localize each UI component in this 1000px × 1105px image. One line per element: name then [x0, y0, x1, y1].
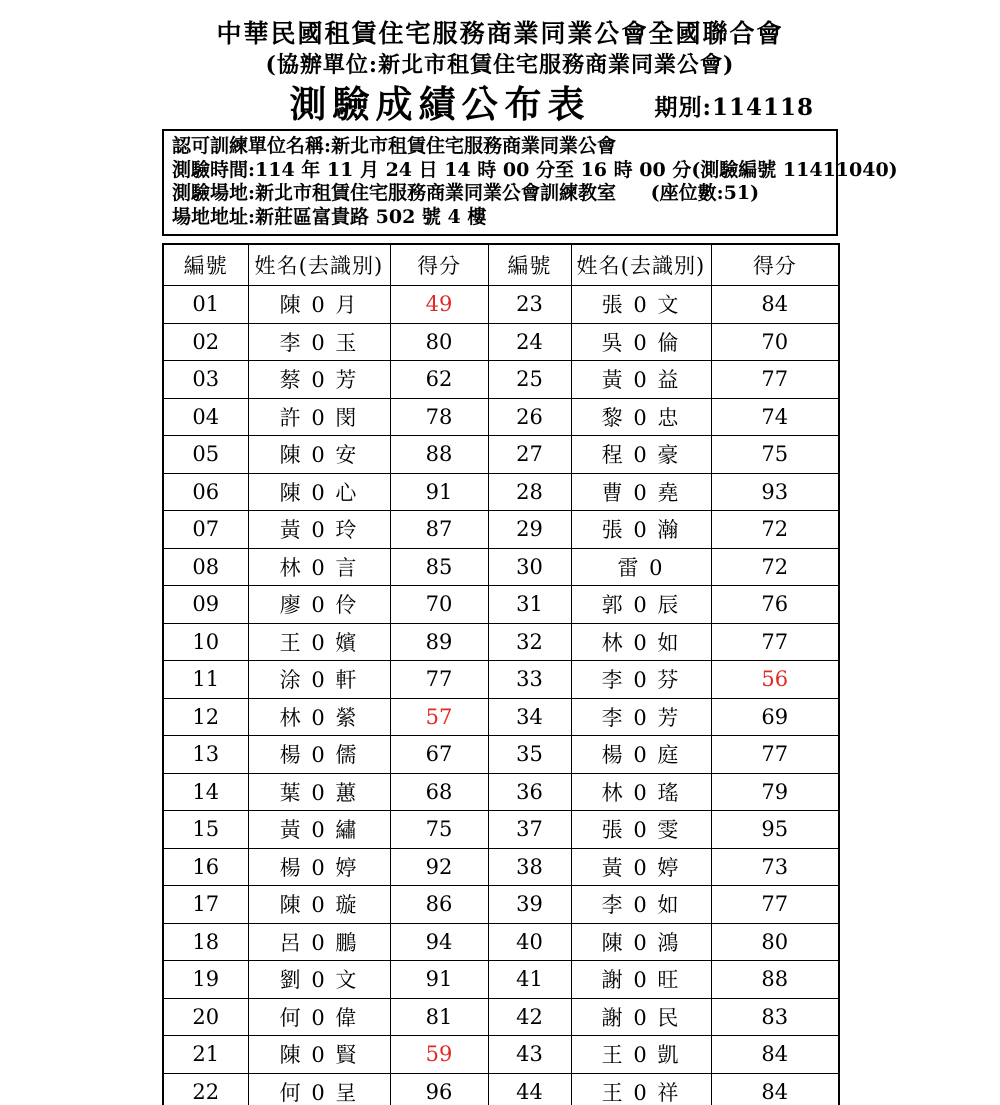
- candidate-score-cell: 77: [711, 361, 839, 399]
- candidate-name-cell: 謝 0 民: [571, 998, 711, 1036]
- candidate-name-cell: 黃 0 繡: [248, 811, 390, 849]
- table-row: [163, 961, 839, 999]
- table-row: [163, 661, 839, 699]
- candidate-name-cell: 張 0 文: [571, 286, 711, 324]
- candidate-number-cell: 29: [488, 511, 571, 549]
- column-header-score-right: 得分: [711, 244, 839, 286]
- table-row: [163, 586, 839, 624]
- candidate-name-cell: 王 0 凱: [571, 1036, 711, 1074]
- candidate-score-cell: 80: [390, 323, 488, 361]
- table-row: [163, 1036, 839, 1074]
- candidate-number-cell: 42: [488, 998, 571, 1036]
- candidate-score-cell: 57: [390, 698, 488, 736]
- candidate-score-cell: 77: [711, 623, 839, 661]
- column-header-number-right: 編號: [488, 244, 571, 286]
- document-header: [162, 0, 838, 126]
- candidate-number-cell: 37: [488, 811, 571, 849]
- candidate-score-cell: 94: [390, 923, 488, 961]
- candidate-number-cell: 05: [163, 436, 248, 474]
- candidate-score-cell: 93: [711, 473, 839, 511]
- candidate-name-cell: 許 0 閔: [248, 398, 390, 436]
- candidate-name-cell: 黃 0 玲: [248, 511, 390, 549]
- candidate-number-cell: 24: [488, 323, 571, 361]
- candidate-name-cell: 楊 0 婷: [248, 848, 390, 886]
- candidate-score-cell: 76: [711, 586, 839, 624]
- candidate-name-cell: 林 0 瑤: [571, 773, 711, 811]
- table-row: [163, 361, 839, 399]
- candidate-name-cell: 廖 0 伶: [248, 586, 390, 624]
- candidate-score-cell: 70: [711, 323, 839, 361]
- candidate-number-cell: 34: [488, 698, 571, 736]
- candidate-number-cell: 16: [163, 848, 248, 886]
- candidate-number-cell: 17: [163, 886, 248, 924]
- candidate-number-cell: 28: [488, 473, 571, 511]
- candidate-score-cell: 84: [711, 1073, 839, 1105]
- candidate-number-cell: 02: [163, 323, 248, 361]
- exam-time-line: [172, 158, 898, 183]
- candidate-name-cell: 林 0 縈: [248, 698, 390, 736]
- column-header-score-left: 得分: [390, 244, 488, 286]
- candidate-score-cell: 72: [711, 511, 839, 549]
- candidate-score-cell: 78: [390, 398, 488, 436]
- candidate-number-cell: 18: [163, 923, 248, 961]
- candidate-score-cell: 73: [711, 848, 839, 886]
- candidate-score-cell: 92: [390, 848, 488, 886]
- candidate-name-cell: 張 0 瀚: [571, 511, 711, 549]
- candidate-name-cell: 王 0 祥: [571, 1073, 711, 1105]
- candidate-number-cell: 09: [163, 586, 248, 624]
- page-title: 測驗成績公布表: [289, 82, 591, 126]
- candidate-name-cell: 林 0 如: [571, 623, 711, 661]
- candidate-score-cell: 86: [390, 886, 488, 924]
- candidate-name-cell: 何 0 偉: [248, 998, 390, 1036]
- candidate-number-cell: 39: [488, 886, 571, 924]
- candidate-name-cell: 李 0 芳: [571, 698, 711, 736]
- exam-venue-line: [172, 182, 828, 206]
- candidate-number-cell: 41: [488, 961, 571, 999]
- candidate-score-cell: 91: [390, 473, 488, 511]
- candidate-number-cell: 33: [488, 661, 571, 699]
- table-header-row: [163, 244, 839, 286]
- candidate-score-cell: 89: [390, 623, 488, 661]
- candidate-name-cell: 楊 0 儒: [248, 736, 390, 774]
- candidate-name-cell: 楊 0 庭: [571, 736, 711, 774]
- candidate-score-cell: 70: [390, 586, 488, 624]
- candidate-name-cell: 陳 0 璇: [248, 886, 390, 924]
- table-row: [163, 811, 839, 849]
- candidate-number-cell: 31: [488, 586, 571, 624]
- candidate-score-cell: 84: [711, 286, 839, 324]
- column-header-name-right: 姓名(去識別): [571, 244, 711, 286]
- candidate-number-cell: 10: [163, 623, 248, 661]
- candidate-number-cell: 15: [163, 811, 248, 849]
- candidate-score-cell: 81: [390, 998, 488, 1036]
- candidate-number-cell: 22: [163, 1073, 248, 1105]
- candidate-name-cell: 陳 0 心: [248, 473, 390, 511]
- candidate-name-cell: 劉 0 文: [248, 961, 390, 999]
- candidate-number-cell: 11: [163, 661, 248, 699]
- candidate-score-cell: 59: [390, 1036, 488, 1074]
- candidate-score-cell: 72: [711, 548, 839, 586]
- candidate-number-cell: 32: [488, 623, 571, 661]
- table-row: [163, 323, 839, 361]
- candidate-score-cell: 84: [711, 1036, 839, 1074]
- candidate-name-cell: 李 0 芬: [571, 661, 711, 699]
- candidate-score-cell: 67: [390, 736, 488, 774]
- exam-time-text: 測驗時間:114 年 11 月 24 日 14 時 00 分至 16 時 00 分: [172, 158, 692, 181]
- score-table: [162, 243, 840, 1105]
- candidate-name-cell: 李 0 玉: [248, 323, 390, 361]
- table-row: [163, 398, 839, 436]
- candidate-name-cell: 雷 0: [571, 548, 711, 586]
- candidate-number-cell: 20: [163, 998, 248, 1036]
- seat-count-note: (座位數:51): [650, 182, 760, 204]
- candidate-name-cell: 蔡 0 芳: [248, 361, 390, 399]
- table-row: [163, 698, 839, 736]
- candidate-score-cell: 68: [390, 773, 488, 811]
- candidate-name-cell: 黎 0 忠: [571, 398, 711, 436]
- exam-venue-text: 測驗場地:新北市租賃住宅服務商業同業公會訓練教室: [172, 182, 617, 204]
- candidate-score-cell: 96: [390, 1073, 488, 1105]
- exam-number-note: (測驗編號 11411040): [691, 158, 898, 181]
- period-label: 期別:114118: [654, 94, 814, 121]
- table-row: [163, 848, 839, 886]
- candidate-score-cell: 75: [390, 811, 488, 849]
- candidate-score-cell: 79: [711, 773, 839, 811]
- candidate-name-cell: 林 0 言: [248, 548, 390, 586]
- candidate-number-cell: 35: [488, 736, 571, 774]
- candidate-number-cell: 43: [488, 1036, 571, 1074]
- candidate-name-cell: 吳 0 倫: [571, 323, 711, 361]
- candidate-number-cell: 36: [488, 773, 571, 811]
- candidate-name-cell: 陳 0 月: [248, 286, 390, 324]
- column-header-name-left: 姓名(去識別): [248, 244, 390, 286]
- candidate-score-cell: 62: [390, 361, 488, 399]
- candidate-name-cell: 葉 0 蕙: [248, 773, 390, 811]
- candidate-number-cell: 25: [488, 361, 571, 399]
- candidate-name-cell: 程 0 豪: [571, 436, 711, 474]
- co-organizer-line: (協辦單位:新北市租賃住宅服務商業同業公會): [265, 52, 735, 78]
- candidate-score-cell: 85: [390, 548, 488, 586]
- table-row: [163, 473, 839, 511]
- table-row: [163, 548, 839, 586]
- candidate-number-cell: 12: [163, 698, 248, 736]
- candidate-name-cell: 陳 0 鴻: [571, 923, 711, 961]
- candidate-score-cell: 88: [711, 961, 839, 999]
- training-unit-line: 認可訓練單位名稱:新北市租賃住宅服務商業同業公會: [172, 135, 617, 157]
- candidate-score-cell: 69: [711, 698, 839, 736]
- candidate-score-cell: 77: [390, 661, 488, 699]
- table-row: [163, 1073, 839, 1105]
- candidate-number-cell: 40: [488, 923, 571, 961]
- candidate-number-cell: 04: [163, 398, 248, 436]
- candidate-score-cell: 75: [711, 436, 839, 474]
- candidate-name-cell: 涂 0 軒: [248, 661, 390, 699]
- score-table-body: [163, 286, 839, 1105]
- table-row: [163, 736, 839, 774]
- candidate-score-cell: 56: [711, 661, 839, 699]
- table-row: [163, 773, 839, 811]
- candidate-name-cell: 陳 0 賢: [248, 1036, 390, 1074]
- candidate-name-cell: 黃 0 益: [571, 361, 711, 399]
- table-row: [163, 436, 839, 474]
- table-row: [163, 511, 839, 549]
- candidate-number-cell: 03: [163, 361, 248, 399]
- candidate-score-cell: 77: [711, 886, 839, 924]
- candidate-name-cell: 李 0 如: [571, 886, 711, 924]
- candidate-number-cell: 26: [488, 398, 571, 436]
- venue-address-line: 場地地址:新莊區富貴路 502 號 4 樓: [172, 205, 487, 228]
- title-row: [162, 82, 838, 126]
- candidate-number-cell: 30: [488, 548, 571, 586]
- candidate-number-cell: 21: [163, 1036, 248, 1074]
- candidate-number-cell: 01: [163, 286, 248, 324]
- table-row: [163, 998, 839, 1036]
- table-row: [163, 623, 839, 661]
- candidate-name-cell: 呂 0 鵬: [248, 923, 390, 961]
- organization-title: 中華民國租賃住宅服務商業同業公會全國聯合會: [216, 19, 784, 48]
- candidate-score-cell: 77: [711, 736, 839, 774]
- candidate-number-cell: 07: [163, 511, 248, 549]
- candidate-number-cell: 27: [488, 436, 571, 474]
- column-header-number-left: 編號: [163, 244, 248, 286]
- candidate-score-cell: 80: [711, 923, 839, 961]
- candidate-number-cell: 44: [488, 1073, 571, 1105]
- candidate-score-cell: 88: [390, 436, 488, 474]
- candidate-number-cell: 06: [163, 473, 248, 511]
- candidate-name-cell: 張 0 雯: [571, 811, 711, 849]
- candidate-score-cell: 95: [711, 811, 839, 849]
- table-row: [163, 923, 839, 961]
- candidate-score-cell: 74: [711, 398, 839, 436]
- candidate-score-cell: 87: [390, 511, 488, 549]
- table-row: [163, 886, 839, 924]
- candidate-name-cell: 何 0 呈: [248, 1073, 390, 1105]
- candidate-number-cell: 38: [488, 848, 571, 886]
- candidate-name-cell: 謝 0 旺: [571, 961, 711, 999]
- candidate-score-cell: 49: [390, 286, 488, 324]
- candidate-name-cell: 郭 0 辰: [571, 586, 711, 624]
- candidate-name-cell: 黃 0 婷: [571, 848, 711, 886]
- candidate-number-cell: 23: [488, 286, 571, 324]
- table-row: [163, 286, 839, 324]
- candidate-score-cell: 91: [390, 961, 488, 999]
- candidate-number-cell: 14: [163, 773, 248, 811]
- candidate-name-cell: 陳 0 安: [248, 436, 390, 474]
- candidate-name-cell: 王 0 嬪: [248, 623, 390, 661]
- candidate-score-cell: 83: [711, 998, 839, 1036]
- candidate-number-cell: 13: [163, 736, 248, 774]
- candidate-number-cell: 08: [163, 548, 248, 586]
- candidate-number-cell: 19: [163, 961, 248, 999]
- candidate-name-cell: 曹 0 堯: [571, 473, 711, 511]
- exam-info-box: [162, 129, 898, 236]
